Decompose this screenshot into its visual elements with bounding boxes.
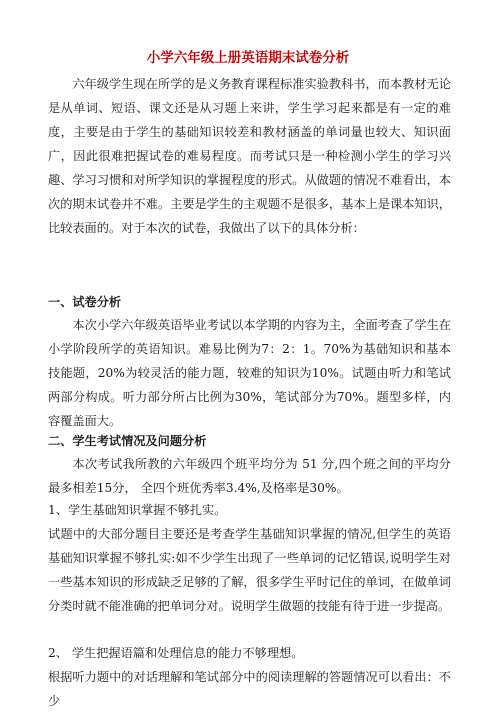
document-title: 小学六年级上册英语期末试卷分析 [146, 50, 350, 66]
intro-paragraph: 六年级学生现在所学的是义务教育课程标准实验教科书，而本教材无论是从单词、短语、课文还是从习题上来讲，学生学习起来都是有一定的难度，主要是由于学生的基础知识较差和教材涵盖的单词量也较大、知识面广，因此很难把握试卷的难易程度。而考试只是一种检测小学生的学习兴趣、学习习惯和对所学知识的掌握程度的形式。从做题的情况不难看出，本次的期末试卷并不难。主要是学生的主观题不是很多，基本上是课本知识，比较表面的。对于本次的试卷，我做出了以下的具体分析： [48, 77, 451, 235]
point1-heading: 1、学生基础知识掌握不够扎实。 [48, 503, 227, 517]
section2-paragraph: 本次考试我所教的六年级四个班平均分为 51 分,四个班之间的平均分最多相差15分， 全四个班优秀率3.4%,及格率是30%。 [48, 457, 451, 495]
point2-paragraph: 根据听力题中的对话理解和笔试部分中的阅读理解的答题情况可以看出：不少 [48, 670, 451, 708]
section1-paragraph: 本次小学六年级英语毕业考试以本学期的内容为主，全面考查了学生在小学阶段所学的英语知识。难易比例为7：2：1。70%为基础知识和基本技能题，20%为较灵活的能力题，较难的知识为10%。试题由听力和笔试两部分构成。听力部分所占比例为30%，笔试部分为70%。题型多样，内容覆盖面大。 [48, 318, 451, 428]
point1-paragraph: 试题中的大部分题目主要还是考查学生基础知识掌握的情况,但学生的英语基础知识掌握不够扎实:如不少学生出现了一些单词的记忆错误,说明学生对一些基本知识的形成缺乏足够的了解，很多学生平时记住的单词，在做单词分类时就不能准确的把单词分对。说明学生做题的技能有待于进一步提高。 [48, 527, 451, 613]
point2-heading: 2、 学生把握语篇和处理信息的能力不够理想。 [48, 646, 304, 660]
section1-heading: 一、试卷分析 [48, 295, 122, 309]
section2-heading: 二、学生考试情况及问题分析 [48, 434, 207, 448]
